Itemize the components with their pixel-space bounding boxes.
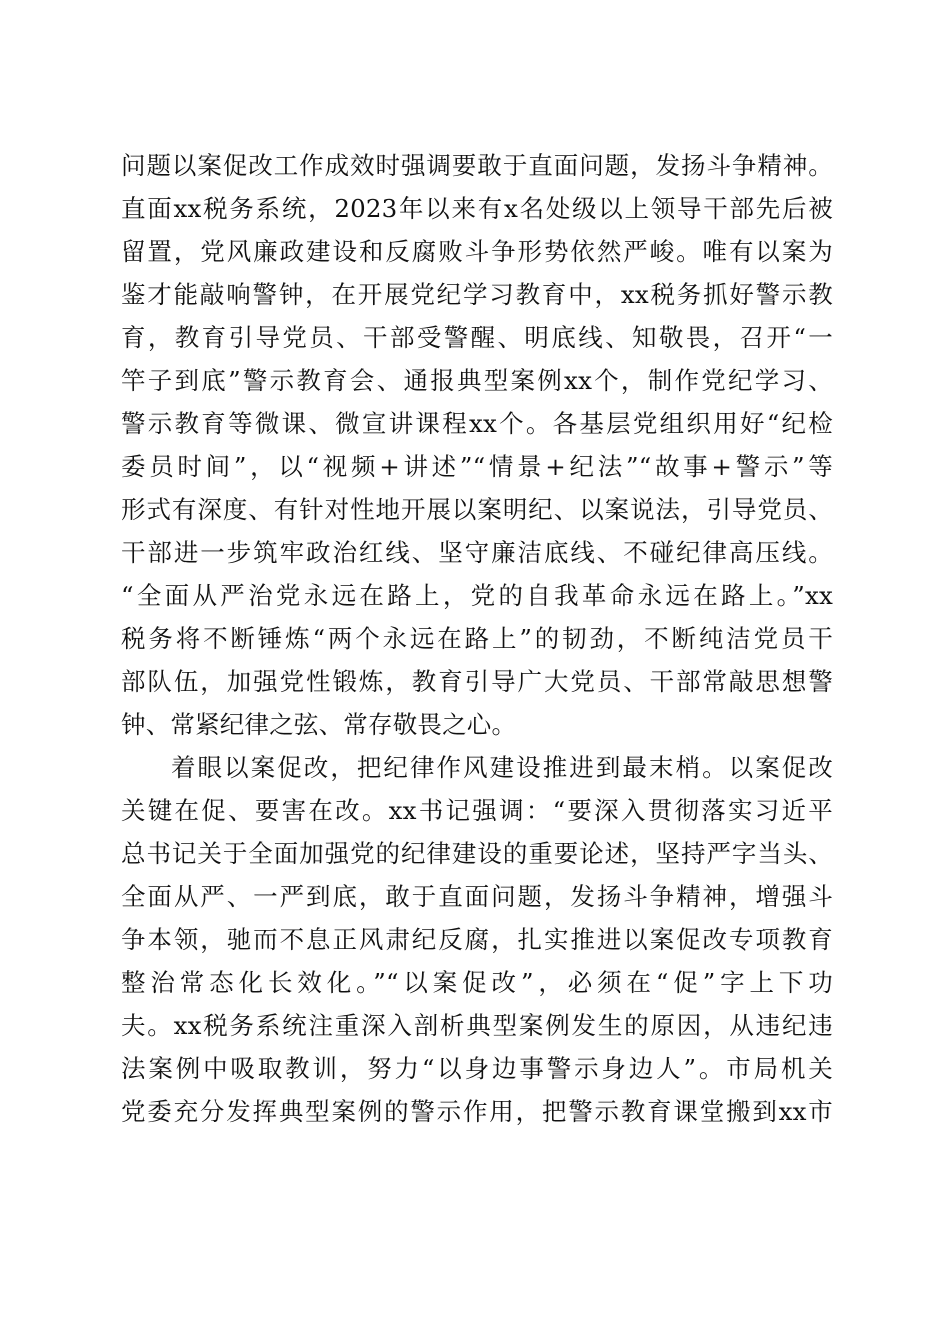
text-line-11: “全面从严治党永远在路上，党的自我革命永远在路上。”xx [121, 581, 833, 610]
paragraph-start-line: 着眼以案促改，把纪律作风建设推进到最末梢。以案促改 [171, 753, 833, 782]
text-line-20: 整治常态化长效化。”“以案促改”，必须在“促”字上下功 [121, 968, 833, 997]
text-line-1: 问题以案促改工作成效时强调要敢于直面问题，发扬斗争精神。 [121, 151, 833, 180]
text-line-19: 争本领，驰而不息正风肃纪反腐，扎实推进以案促改专项教育 [121, 925, 833, 954]
text-line-9: 形式有深度、有针对性地开展以案明纪、以案说法，引导党员、 [121, 495, 833, 524]
text-line-13: 部队伍，加强党性锻炼，教育引导广大党员、干部常敲思想警 [121, 667, 833, 696]
text-line-17: 总书记关于全面加强党的纪律建设的重要论述，坚持严字当头、 [121, 839, 833, 868]
text-line-14: 钟、常紧纪律之弦、常存敬畏之心。 [121, 710, 517, 739]
text-line-23: 党委充分发挥典型案例的警示作用，把警示教育课堂搬到xx市 [121, 1097, 833, 1126]
text-line-16: 关键在促、要害在改。xx书记强调：“要深入贯彻落实习近平 [121, 796, 833, 825]
text-line-2: 直面xx税务系统，2023年以来有x名处级以上领导干部先后被 [121, 194, 833, 223]
text-line-4: 鉴才能敲响警钟，在开展党纪学习教育中，xx税务抓好警示教 [121, 280, 833, 309]
text-line-3: 留置，党风廉政建设和反腐败斗争形势依然严峻。唯有以案为 [121, 237, 833, 266]
text-line-6: 竿子到底”警示教育会、通报典型案例xx个，制作党纪学习、 [121, 366, 833, 395]
text-line-7: 警示教育等微课、微宣讲课程xx个。各基层党组织用好“纪检 [121, 409, 833, 438]
text-line-5: 育，教育引导党员、干部受警醒、明底线、知敬畏，召开“一 [121, 323, 833, 352]
text-line-8: 委员时间”，以“视频+讲述”“情景+纪法”“故事+警示”等 [121, 452, 833, 481]
text-line-21: 夫。xx税务系统注重深入剖析典型案例发生的原因，从违纪违 [121, 1011, 833, 1040]
text-line-12: 税务将不断锤炼“两个永远在路上”的韧劲，不断纯洁党员干 [121, 624, 833, 653]
text-line-10: 干部进一步筑牢政治红线、坚守廉洁底线、不碰纪律高压线。 [121, 538, 833, 567]
text-line-18: 全面从严、一严到底，敢于直面问题，发扬斗争精神，增强斗 [121, 882, 833, 911]
text-line-22: 法案例中吸取教训，努力“以身边事警示身边人”。市局机关 [121, 1054, 833, 1083]
